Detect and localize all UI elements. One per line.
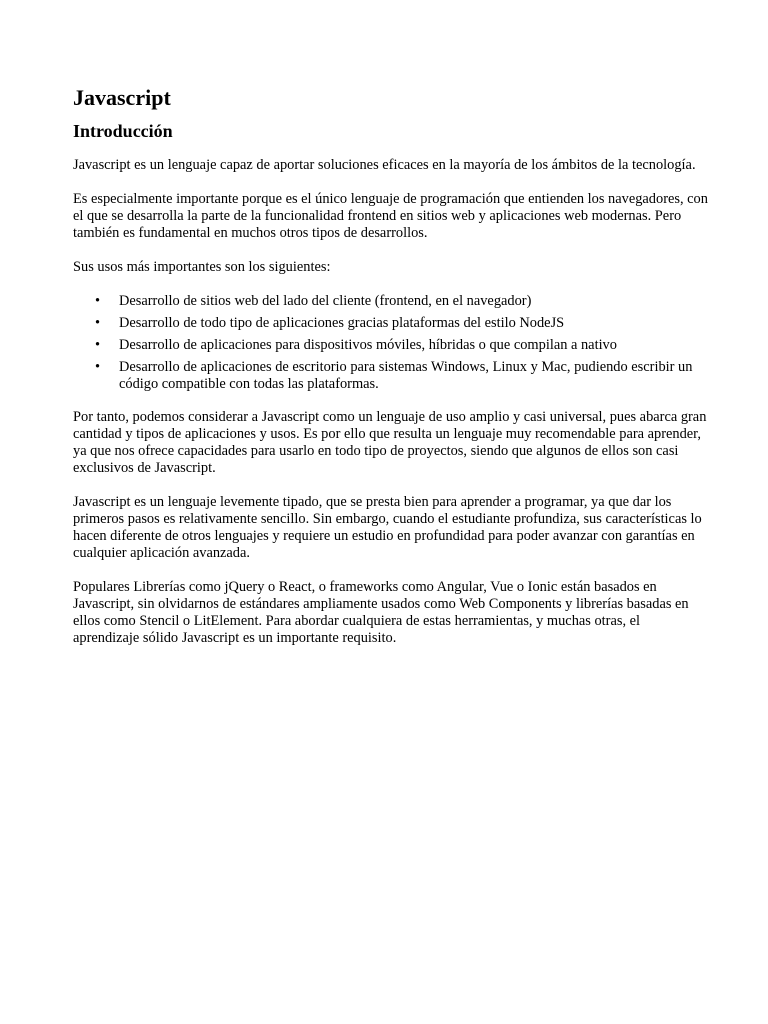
bullet-icon: • [95,292,101,309]
bullet-icon: • [95,358,101,375]
document-title: Javascript [73,85,171,110]
paragraph-libraries: Populares Librerías como jQuery o React, o frameworks como Angular, Vue o Ionic están basados en Javascript, sin olvidarnos de estándares ampliamente usados como Web Components y librerías basadas en ellos como Stencil o LitElement. Para abordar cualquiera de estas herramientas, y muchas otras, el aprendizaje sólido Javascript es un importante requisito. [73,578,689,646]
paragraph-typing: Javascript es un lenguaje levemente tipado, que se presta bien para aprender a programar, ya que dar los primeros pasos es relativamente sencillo. Sin embargo, cuando el estudiante profundiza, sus características lo hacen diferente de otros lenguajes y requiere un estudio en profundidad para poder avanzar con garantías en cualquier aplicación avanzada. [73,493,702,561]
paragraph-importance: Es especialmente importante porque es el único lenguaje de programación que entienden los navegadores, con el que se desarrolla la parte de la funcionalidad frontend en sitios web y aplicaciones web modernas. Pero también es fundamental en muchos otros tipos de desarrollos. [73,190,708,241]
list-item-text: Desarrollo de sitios web del lado del cliente (frontend, en el navegador) [119,292,532,309]
list-item-text: Desarrollo de aplicaciones para dispositivos móviles, híbridas o que compilan a nativo [119,336,617,353]
paragraph-uses-intro: Sus usos más importantes son los siguientes: [73,258,331,275]
list-item-text: Desarrollo de todo tipo de aplicaciones gracias plataformas del estilo NodeJS [119,314,565,331]
list-item [73,337,708,354]
list-item [73,315,708,332]
list-item [73,359,708,393]
bullet-icon: • [95,336,101,353]
paragraph-intro: Javascript es un lenguaje capaz de aportar soluciones eficaces en la mayoría de los ámbitos de la tecnología. [73,156,696,173]
list-item-text: Desarrollo de aplicaciones de escritorio para sistemas Windows, Linux y Mac, pudiendo escribir un código compatible con todas las plataformas. [119,358,693,392]
list-item [73,293,708,310]
bullet-icon: • [95,314,101,331]
section-heading: Introducción [73,121,173,142]
uses-list [73,293,708,393]
paragraph-conclusion: Por tanto, podemos considerar a Javascript como un lenguaje de uso amplio y casi universal, pues abarca gran cantidad y tipos de aplicaciones y usos. Es por ello que resulta un lenguaje muy recomendable para aprender, ya que nos ofrece capacidades para usarlo en todo tipo de proyectos, siendo que algunos de ellos son casi exclusivos de Javascript. [73,408,707,476]
